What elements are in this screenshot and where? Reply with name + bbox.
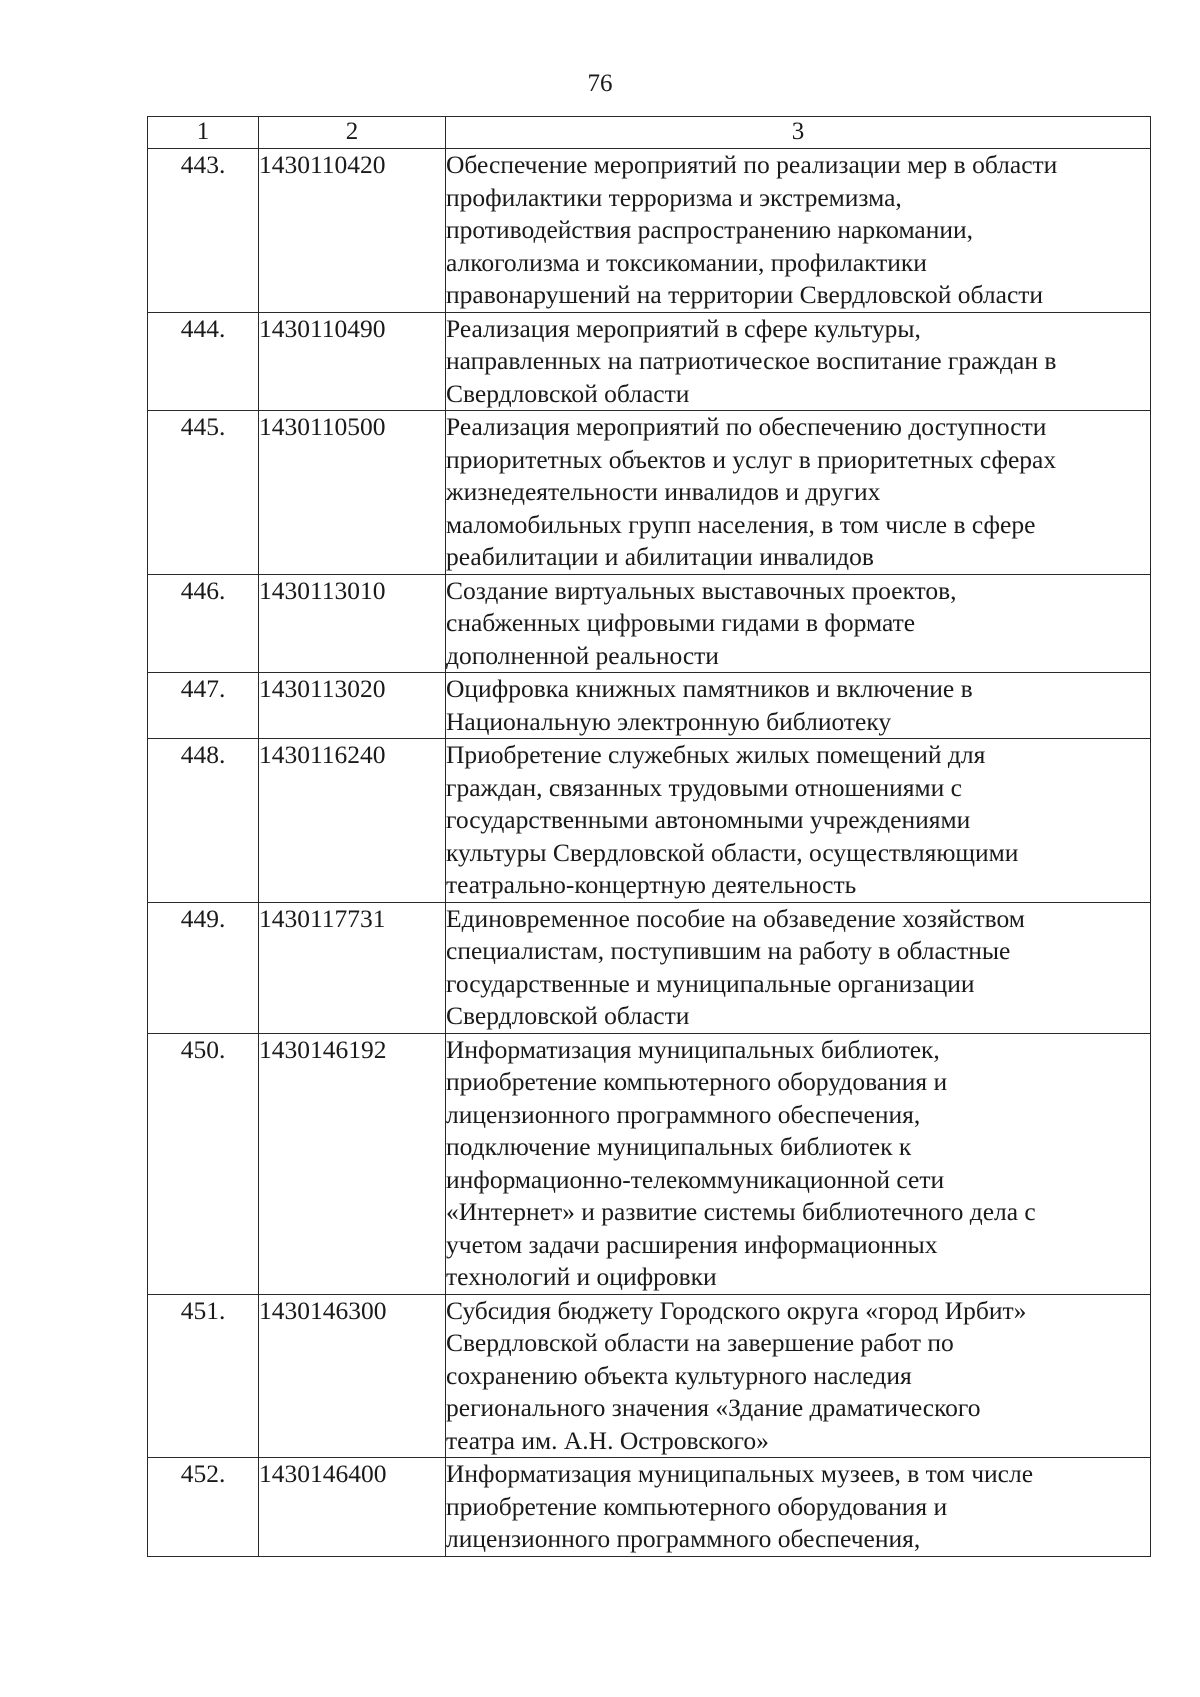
description-line: алкоголизма и токсикомании, профилактики [446,247,927,277]
description-line: лицензионного программного обеспечения, [446,1099,921,1129]
row-code: 1430113010 [259,574,446,673]
description-line: направленных на патриотическое воспитание граждан в [446,346,1057,375]
description-line: реабилитации и абилитации инвалидов [446,542,874,571]
description-line: «Интернет» и развитие системы библиотечного дела с [446,1197,1036,1226]
description-line: приобретение компьютерного оборудования и [446,1067,948,1096]
row-code: 1430146400 [259,1458,446,1557]
document-table [147,116,1151,1557]
description-line: Информатизация муниципальных музеев, в том числе [446,1459,1034,1488]
table-row [148,1033,1151,1294]
description-line: Реализация мероприятий в сфере культуры, [446,313,921,343]
description-line: театра им. А.Н. Островского» [446,1425,769,1455]
table-row [148,149,1151,313]
header-col-1: 1 [148,117,259,149]
description-line: противодействия распространению наркомании, [446,215,974,244]
description-line: Свердловской области на завершение работ по [446,1328,954,1357]
description-line: лицензионного программного обеспечения, [446,1524,921,1553]
description-line: театрально-концертную деятельность [446,870,857,899]
description-line: Реализация мероприятий по обеспечению доступности [446,412,1047,441]
row-number: 450. [148,1033,259,1294]
description-line: подключение муниципальных библиотек к [446,1132,912,1161]
description-line: Приобретение служебных жилых помещений для [446,740,986,769]
row-number: 444. [148,312,259,411]
row-number: 445. [148,411,259,575]
row-description [446,673,1151,739]
row-description [446,1458,1151,1557]
row-code: 1430110490 [259,312,446,411]
row-description [446,1294,1151,1458]
description-line: государственными автономными учреждениями [446,805,971,834]
row-number: 447. [148,673,259,739]
row-code: 1430110420 [259,149,446,313]
description-line: сохранению объекта культурного наследия [446,1360,912,1390]
row-description [446,149,1151,313]
description-line: жизнедеятельности инвалидов и других [446,477,881,506]
row-number: 443. [148,149,259,313]
table-row [148,411,1151,575]
description-line: дополненной реальности [446,640,719,670]
row-code: 1430146300 [259,1294,446,1458]
description-line: специалистам, поступившим на работу в областные [446,936,1011,965]
description-line: приобретение компьютерного оборудования и [446,1491,948,1521]
table-row [148,312,1151,411]
row-description [446,312,1151,411]
header-col-2: 2 [259,117,446,149]
table-row [148,902,1151,1033]
row-description [446,902,1151,1033]
row-number: 448. [148,739,259,903]
table-header [148,117,1151,149]
description-line: снабженных цифровыми гидами в формате [446,608,916,637]
table-row [148,1458,1151,1557]
row-code: 1430110500 [259,411,446,575]
description-line: культуры Свердловской области, осуществляющими [446,837,1019,867]
description-line: Оцифровка книжных памятников и включение в [446,674,973,703]
description-line: технологий и оцифровки [446,1262,717,1291]
row-number: 446. [148,574,259,673]
table-row [148,739,1151,903]
row-description [446,574,1151,673]
description-line: государственные и муниципальные организации [446,968,975,998]
description-line: профилактики терроризма и экстремизма, [446,182,902,212]
table-row [148,574,1151,673]
description-line: Национальную электронную библиотеку [446,706,892,736]
header-row [148,117,1151,149]
table-body [148,149,1151,1557]
table-row [148,673,1151,739]
description-line: Субсидия бюджету Городского округа «город Ирбит» [446,1295,1027,1325]
row-code: 1430113020 [259,673,446,739]
description-line: учетом задачи расширения информационных [446,1229,938,1259]
row-description [446,411,1151,575]
description-line: маломобильных групп населения, в том числе в сфере [446,509,1036,539]
description-line: Свердловской области [446,1001,690,1030]
description-line: Свердловской области [446,378,690,408]
page-number: 76 [587,70,613,97]
description-line: Информатизация муниципальных библиотек, [446,1034,940,1064]
description-line: приоритетных объектов и услуг в приоритетных сферах [446,444,1057,474]
description-line: правонарушений на территории Свердловской области [446,280,1044,309]
description-line: Обеспечение мероприятий по реализации мер в области [446,150,1058,179]
description-line: Единовременное пособие на обзаведение хозяйством [446,903,1025,933]
description-line: регионального значения «Здание драматического [446,1393,981,1422]
row-code: 1430116240 [259,739,446,903]
description-line: информационно-телекоммуникационной сети [446,1164,945,1194]
row-code: 1430146192 [259,1033,446,1294]
row-number: 449. [148,902,259,1033]
row-description [446,739,1151,903]
header-col-3: 3 [446,117,1151,149]
row-number: 452. [148,1458,259,1557]
row-description [446,1033,1151,1294]
table-row [148,1294,1151,1458]
description-line: Создание виртуальных выставочных проектов, [446,575,957,605]
row-code: 1430117731 [259,902,446,1033]
description-line: граждан, связанных трудовыми отношениями с [446,772,963,802]
row-number: 451. [148,1294,259,1458]
